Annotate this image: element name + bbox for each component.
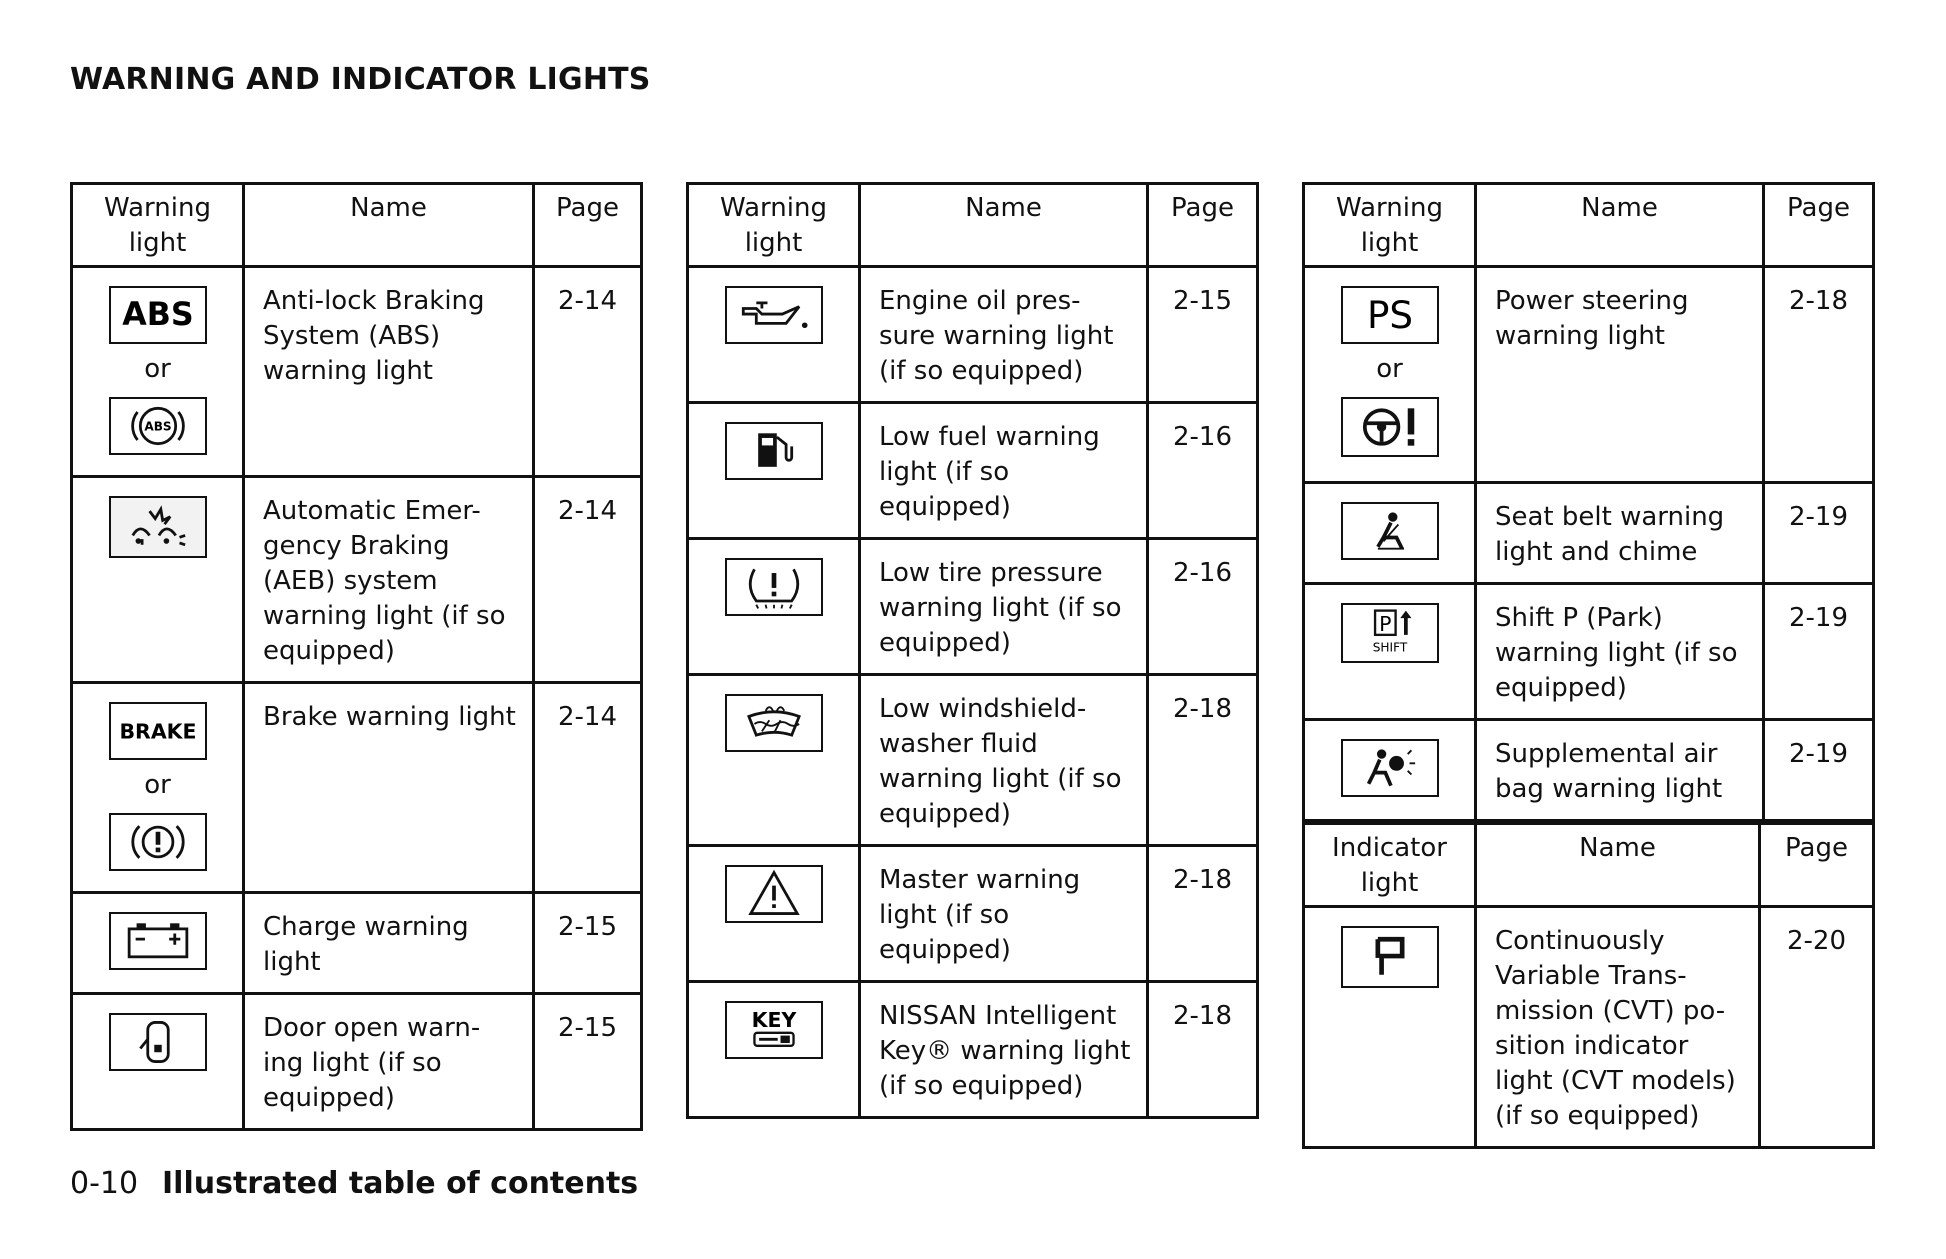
table-row [688,675,1258,846]
aeb-icon [109,496,207,558]
row-page: 2-14 [534,267,642,477]
tire-pressure-icon [725,558,823,616]
fuel-pump-icon [725,422,823,480]
row-name: Shift P (Park) warning light (if so equipped) [1476,584,1764,720]
header-warning-light: Warning light [688,184,860,267]
washer-fluid-icon [725,694,823,752]
header-page: Page [1148,184,1258,267]
row-name: Door open warn- ing light (if so equipped) [244,994,534,1130]
table-row [688,267,1258,403]
row-name: Automatic Emer- gency Braking (AEB) system warning light (if so equipped) [244,477,534,683]
table-row [72,267,642,477]
ps-icon-label: PS [1366,293,1413,338]
row-page: 2-18 [1764,267,1874,483]
table-row [1304,267,1874,483]
row-name: NISSAN Intelligent Key® warning light (if so equipped) [860,982,1148,1118]
table-row [688,403,1258,539]
row-page: 2-19 [1764,720,1874,821]
footer-section-title: Illustrated table of contents [162,1166,639,1201]
table-row [72,683,642,893]
seat-belt-icon [1341,502,1439,560]
door-open-icon [109,1013,207,1071]
table-row [72,994,642,1130]
row-page: 2-18 [1148,982,1258,1118]
park-p-label: P [1378,612,1392,637]
brake-text-icon [109,702,207,760]
brake-icon-label: BRAKE [118,719,197,744]
abs-circle-icon [109,397,207,455]
table-row [1304,907,1874,1148]
row-name: Master warning light (if so equipped) [860,846,1148,982]
row-page: 2-16 [1148,539,1258,675]
table-row [1304,483,1874,584]
row-page: 2-15 [534,994,642,1130]
header-name: Name [244,184,534,267]
row-page: 2-16 [1148,403,1258,539]
steering-wheel-icon [1341,397,1439,457]
table-row [688,539,1258,675]
table-row [1304,584,1874,720]
row-name: Power steering warning light [1476,267,1764,483]
row-name: Charge warning light [244,893,534,994]
table-row [72,893,642,994]
warning-table-1 [70,182,643,1131]
row-page: 2-14 [534,477,642,683]
abs-small-label: ABS [143,419,172,434]
row-name: Engine oil pres- sure warning light (if so equipped) [860,267,1148,403]
row-page: 2-19 [1764,483,1874,584]
row-name: Continuously Variable Trans- mission (CVT) po- sition indicator light (CVT models) (if so equipped) [1476,907,1760,1148]
row-page: 2-18 [1148,675,1258,846]
oil-can-icon [725,286,823,344]
warning-table-3 [1302,182,1875,822]
header-name: Name [860,184,1148,267]
row-page: 2-20 [1760,907,1874,1148]
row-name: Brake warning light [244,683,534,893]
row-name: Supplemental air bag warning light [1476,720,1764,821]
row-name: Low windshield- washer fluid warning light (if so equipped) [860,675,1148,846]
row-page: 2-19 [1764,584,1874,720]
row-page: 2-15 [1148,267,1258,403]
abs-text-icon [109,286,207,344]
abs-icon-label: ABS [121,297,194,334]
row-name: Anti-lock Braking System (ABS) warning light [244,267,534,477]
cvt-p-icon [1341,926,1439,988]
key-icon-label: KEY [751,1008,796,1033]
or-label: or [144,354,171,384]
row-page: 2-18 [1148,846,1258,982]
row-page: 2-15 [534,893,642,994]
row-name: Low fuel warning light (if so equipped) [860,403,1148,539]
shift-icon-label: SHIFT [1372,640,1407,655]
or-label: or [1376,354,1403,384]
header-indicator-light: Indicator light [1304,824,1476,907]
key-icon [725,1001,823,1059]
table-row [688,982,1258,1118]
master-warning-icon [725,865,823,923]
row-page: 2-14 [534,683,642,893]
indicator-table [1302,822,1875,1149]
ps-text-icon [1341,286,1439,344]
airbag-icon [1341,739,1439,797]
warning-table-2 [686,182,1259,1119]
table-row [688,846,1258,982]
footer-page-number: 0-10 [70,1166,139,1201]
brake-circle-icon [109,813,207,871]
page-title: WARNING AND INDICATOR LIGHTS [70,62,651,97]
row-name: Seat belt warning light and chime [1476,483,1764,584]
header-page: Page [534,184,642,267]
row-name: Low tire pressure warning light (if so equipped) [860,539,1148,675]
battery-icon [109,912,207,970]
shift-park-icon [1341,603,1439,663]
header-warning-light: Warning light [72,184,244,267]
header-page: Page [1760,824,1874,907]
header-name: Name [1476,184,1764,267]
table-row [1304,720,1874,821]
or-label: or [144,770,171,800]
table-row [72,477,642,683]
header-page: Page [1764,184,1874,267]
header-warning-light: Warning light [1304,184,1476,267]
header-name: Name [1476,824,1760,907]
